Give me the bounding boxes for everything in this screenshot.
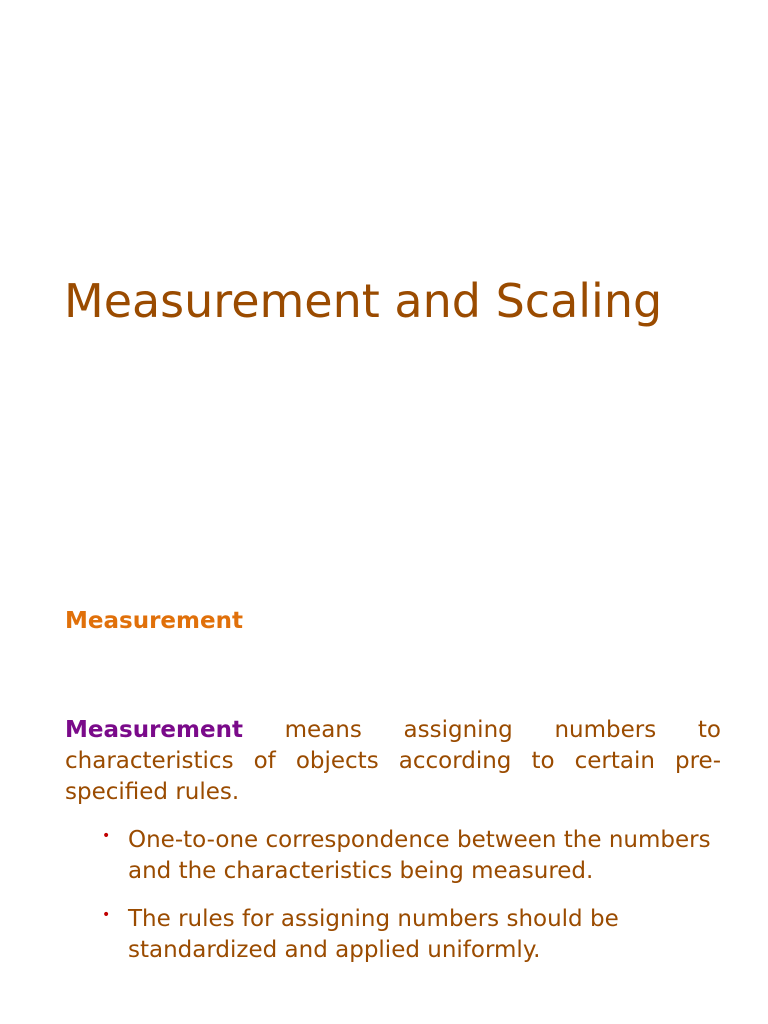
bullet-icon: • [102,828,111,844]
section-heading: Measurement [65,608,243,634]
slide-title: Measurement and Scaling [64,274,663,328]
definition-text: means assigning numbers to characteristics of objects according to certain pre-specified rules. [65,717,721,805]
bullet-list [102,825,722,983]
bullet-item [102,825,722,887]
bullet-text: One-to-one correspondence between the numbers and the characteristics being measured. [128,827,711,884]
bullet-text: The rules for assigning numbers should be standardized and applied uniformly. [128,906,619,963]
definition-paragraph [65,715,721,808]
definition-term: Measurement [65,717,243,743]
bullet-item [102,904,722,966]
bullet-icon: • [102,907,111,923]
